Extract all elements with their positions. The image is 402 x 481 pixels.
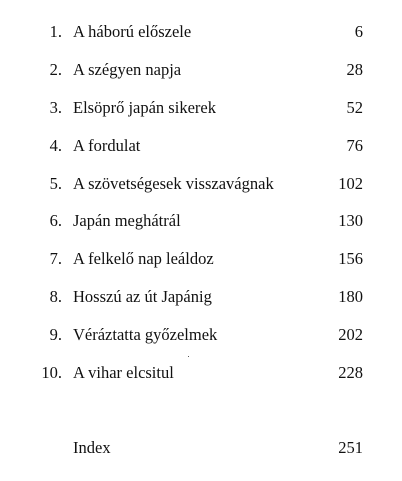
entry-page: 180: [338, 287, 363, 306]
entry-page: 102: [338, 174, 363, 193]
entry-title: A háború előszele: [73, 22, 192, 41]
toc-entry: [0, 172, 402, 196]
entry-title: A szégyen napja: [73, 60, 182, 79]
entry-title: A szövetségesek visszavágnak: [73, 174, 274, 193]
entry-number: 4.: [49, 136, 62, 155]
entry-page: 156: [338, 249, 363, 268]
entry-page: 130: [338, 211, 363, 230]
entry-number: 8.: [49, 287, 62, 306]
entry-title: Japán meghátrál: [73, 211, 181, 230]
entry-title: Elsöprő japán sikerek: [73, 98, 216, 117]
entry-page: 76: [346, 136, 363, 155]
toc-entry: [0, 96, 402, 120]
entry-number: 5.: [49, 174, 62, 193]
entry-title: A fordulat: [73, 136, 141, 155]
toc-entry: [0, 134, 402, 158]
entry-page: 228: [338, 363, 363, 382]
entry-number: 3.: [49, 98, 62, 117]
index-title: Index: [73, 438, 111, 457]
toc-entry: [0, 285, 402, 309]
toc-entry: [0, 361, 402, 385]
toc-index-entry: [0, 436, 402, 460]
toc-entry: [0, 209, 402, 233]
entry-page: 28: [346, 60, 363, 79]
entry-title: A felkelő nap leáldoz: [73, 249, 214, 268]
entry-page: 202: [338, 325, 363, 344]
entry-number: 1.: [49, 22, 62, 41]
entry-title: Hosszú az út Japánig: [73, 287, 212, 306]
entry-number: 2.: [49, 60, 62, 79]
toc-entry: [0, 20, 402, 44]
entry-title: A vihar elcsitul: [73, 363, 174, 382]
entry-number: 7.: [49, 249, 62, 268]
toc-entry: [0, 58, 402, 82]
entry-title: Véráztatta győzelmek: [73, 325, 218, 344]
index-page: 251: [338, 438, 363, 457]
entry-number: 6.: [49, 211, 62, 230]
entry-page: 6: [354, 22, 363, 41]
toc-entry: [0, 323, 402, 347]
entry-page: 52: [346, 98, 363, 117]
toc-entry: [0, 247, 402, 271]
print-speck: [188, 356, 189, 357]
entry-number: 9.: [49, 325, 62, 344]
entry-number: 10.: [41, 363, 62, 382]
